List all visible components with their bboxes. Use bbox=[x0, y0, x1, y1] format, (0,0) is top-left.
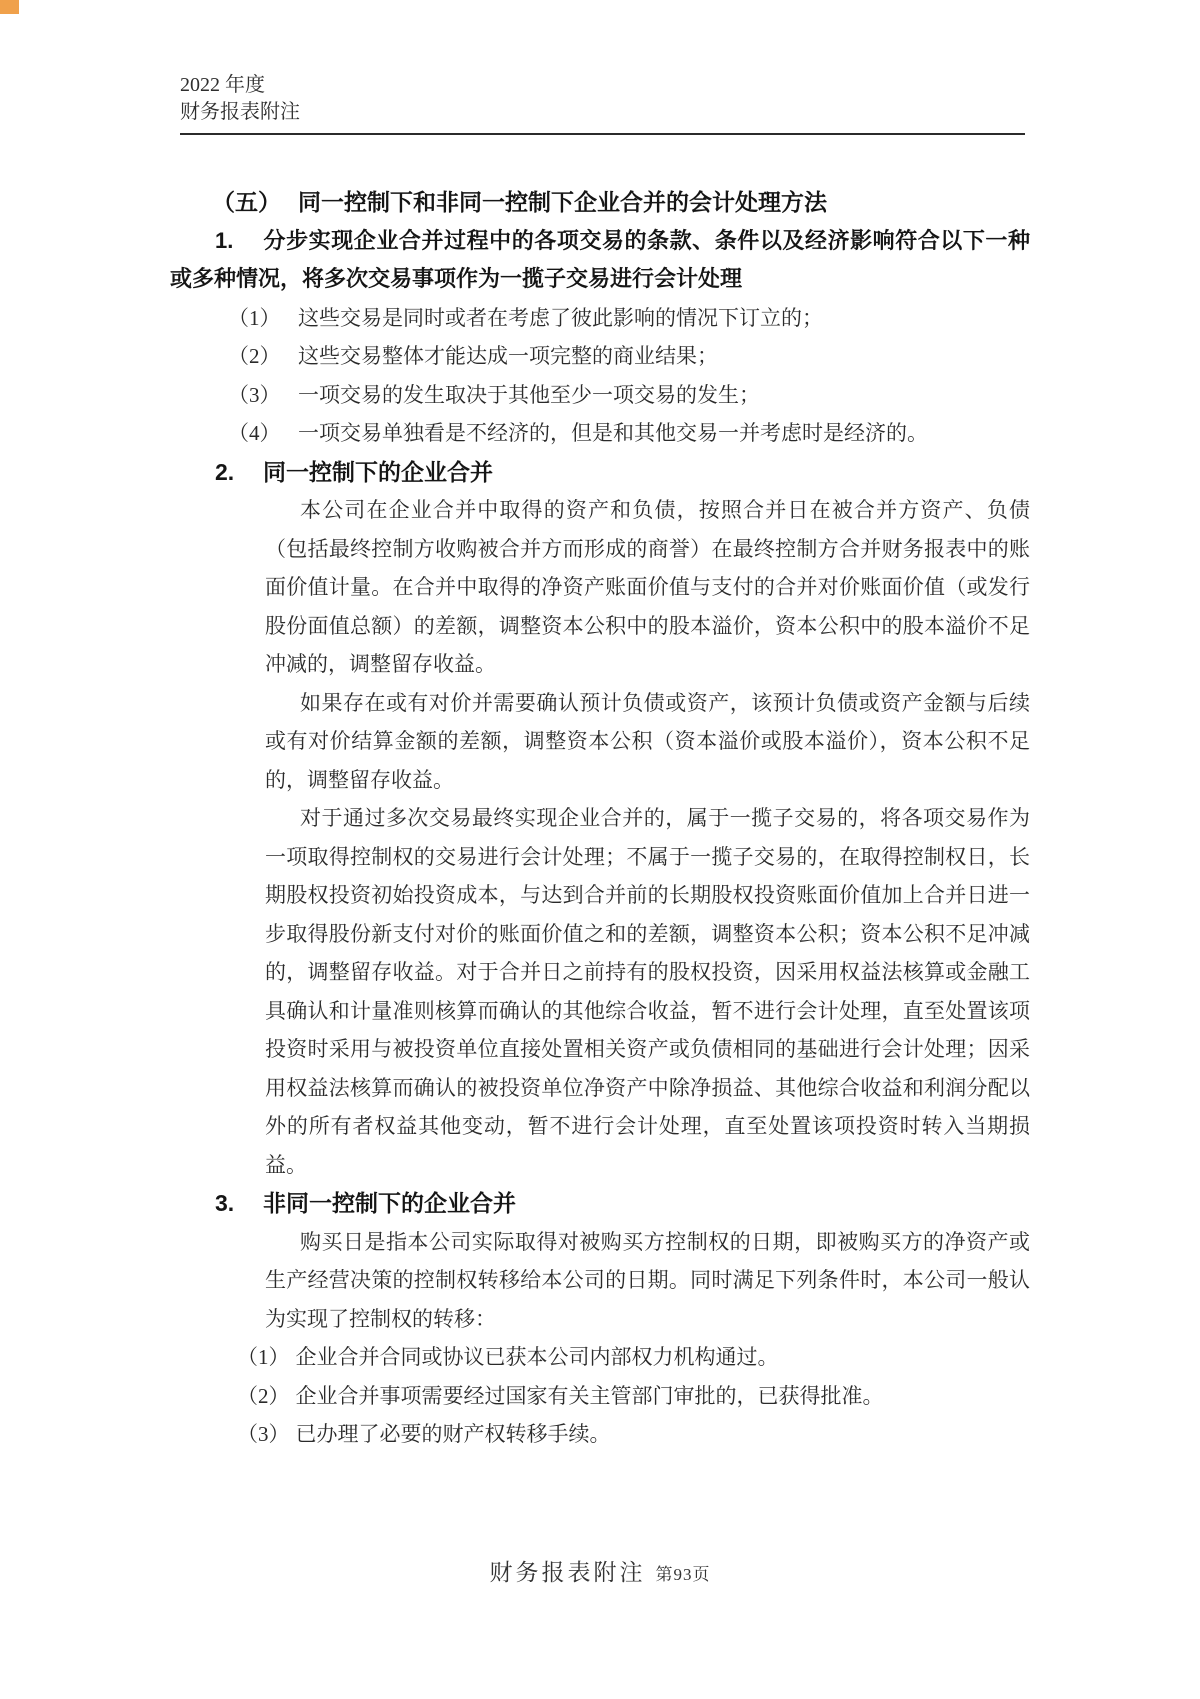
item2-marker: 2. bbox=[215, 458, 235, 485]
page-header bbox=[180, 72, 1025, 135]
list-item bbox=[228, 414, 1030, 453]
list-marker: （1） bbox=[228, 305, 281, 330]
list-text: 一项交易的发生取决于其他至少一项交易的发生； bbox=[298, 382, 760, 407]
body-paragraph: 购买日是指本公司实际取得对被购买方控制权的日期，即被购买方的净资产或生产经营决策的控制权转移给本公司的日期。同时满足下列条件时，本公司一般认为实现了控制权的转移： bbox=[265, 1229, 1030, 1331]
item1-marker: 1. bbox=[215, 227, 234, 253]
list-item bbox=[228, 376, 1030, 415]
list-text: 企业合并事项需要经过国家有关主管部门审批的，已获得批准。 bbox=[295, 1383, 884, 1408]
list-marker: （3） bbox=[237, 1422, 290, 1446]
item2-title: 同一控制下的企业合并 bbox=[263, 458, 493, 485]
header-year: 2022 年度 bbox=[180, 74, 265, 96]
item3-marker: 3. bbox=[215, 1190, 235, 1216]
footer-page-number: 第93页 bbox=[655, 1565, 711, 1584]
list-marker: （1） bbox=[237, 1345, 290, 1369]
list-item bbox=[237, 1377, 1030, 1416]
item3-title: 非同一控制下的企业合并 bbox=[263, 1190, 516, 1216]
list-item bbox=[228, 299, 1030, 338]
body-paragraph: 如果存在或有对价并需要确认预计负债或资产，该预计负债或资产金额与后续或有对价结算金额的差额，调整资本公积（资本溢价或股本溢价），资本公积不足的，调整留存收益。 bbox=[265, 690, 1030, 792]
list-item bbox=[228, 337, 1030, 376]
page-footer bbox=[0, 1556, 1200, 1593]
item1-lead-text: 分步实现企业合并过程中的各项交易的条款、条件以及经济影响符合以下一种或多种情况，将多次交易事项作为一揽子交易进行会计处理 bbox=[170, 227, 1030, 291]
list-item bbox=[237, 1338, 1030, 1377]
header-doc-title: 财务报表附注 bbox=[180, 101, 300, 123]
list-text: 已办理了必要的财产权转移手续。 bbox=[295, 1422, 611, 1446]
section-heading-marker: （五） bbox=[212, 189, 281, 215]
list-marker: （2） bbox=[228, 344, 281, 368]
item1-condition-list bbox=[170, 299, 1030, 453]
list-text: 这些交易整体才能达成一项完整的商业结果； bbox=[298, 344, 718, 368]
item1-lead-paragraph bbox=[170, 222, 1030, 299]
body-paragraph: 本公司在企业合并中取得的资产和负债，按照合并日在被合并方资产、负债（包括最终控制方收购被合并方而形成的商誉）在最终控制方合并财务报表中的账面价值计量。在合并中取得的净资产账面价值与支付的合并对价账面价值（或发行股份面值总额）的差额，调整资本公积中的股本溢价，资本公积中的股本溢价不足冲减的，调整留存收益。 bbox=[265, 498, 1030, 676]
list-text: 一项交易单独看是不经济的，但是和其他交易一并考虑时是经济的。 bbox=[298, 421, 928, 445]
item3-heading bbox=[215, 1184, 1030, 1223]
item2-heading bbox=[215, 453, 1030, 492]
list-text: 这些交易是同时或者在考虑了彼此影响的情况下订立的； bbox=[298, 305, 823, 330]
list-marker: （3） bbox=[228, 382, 281, 407]
body-paragraph: 对于通过多次交易最终实现企业合并的，属于一揽子交易的，将各项交易作为一项取得控制权的交易进行会计处理；不属于一揽子交易的，在取得控制权日，长期股权投资初始投资成本，与达到合并前的长期股权投资账面价值加上合并日进一步取得股份新支付对价的账面价值之和的差额，调整资本公积；资本公积不足冲减的，调整留存收益。对于合并日之前持有的股权投资，因采用权益法核算或金融工具确认和计量准则核算而确认的其他综合收益，暂不进行会计处理，直至处置该项投资时采用与被投资单位直接处置相关资产或负债相同的基础进行会计处理；因采用权益法核算而确认的被投资单位净资产中除净损益、其他综合收益和利润分配以外的所有者权益其他变动，暂不进行会计处理，直至处置该项投资时转入当期损益。 bbox=[265, 806, 1030, 1177]
section-heading-5 bbox=[212, 183, 1030, 222]
item3-condition-list bbox=[170, 1338, 1030, 1454]
list-marker: （4） bbox=[228, 421, 281, 445]
footer-title: 财务报表附注 bbox=[489, 1560, 646, 1585]
section-heading-title: 同一控制下和非同一控制下企业合并的会计处理方法 bbox=[298, 189, 827, 215]
list-text: 企业合并合同或协议已获本公司内部权力机构通过。 bbox=[295, 1345, 779, 1369]
list-marker: （2） bbox=[237, 1383, 290, 1408]
document-body bbox=[170, 183, 1030, 1454]
list-item bbox=[237, 1415, 1030, 1454]
scan-corner-artifact bbox=[0, 0, 19, 14]
